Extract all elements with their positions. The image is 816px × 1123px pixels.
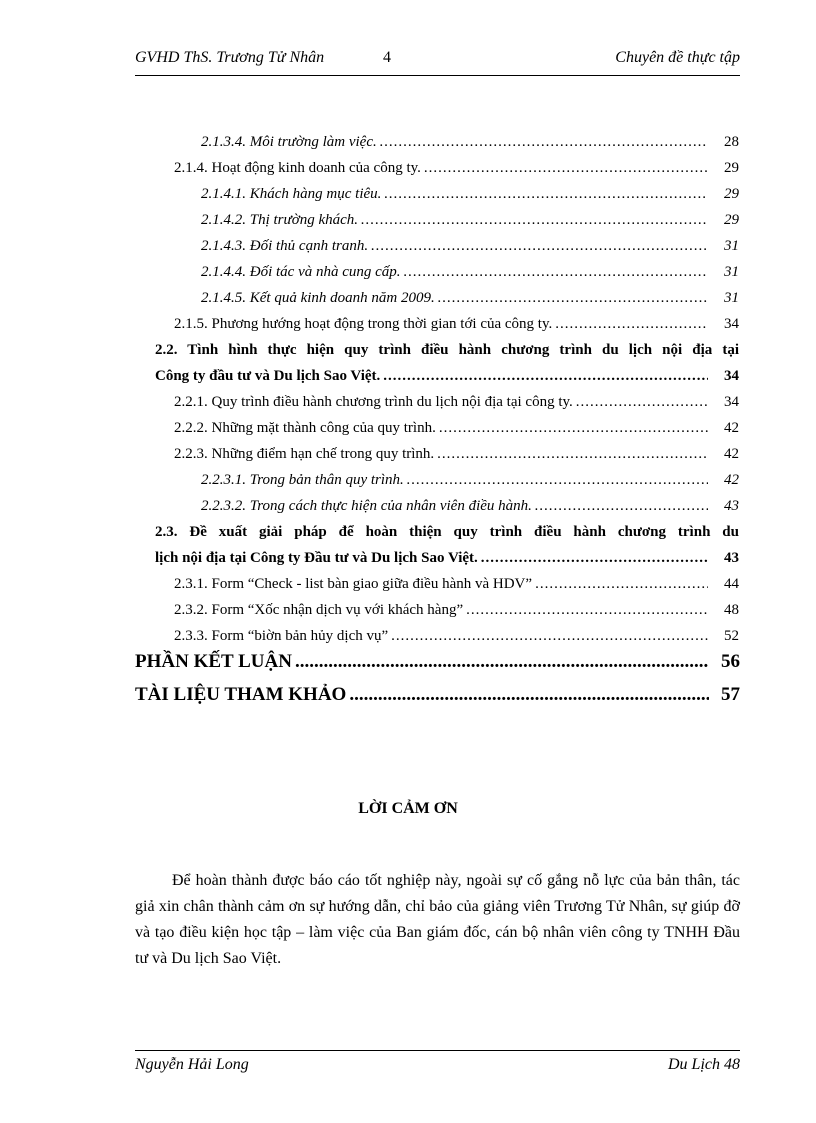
toc-entry-page: 29 [724,160,739,176]
toc-entry-text: lịch nội địa tại Công ty Đầu tư và Du lịch Sao Việt. [155,550,478,566]
toc-entry-page: 28 [724,134,739,150]
toc-entry-page: 43 [724,550,739,566]
toc-entry-text: 2.1.3.4. Môi trường làm việc. [201,134,377,150]
toc-part-entry [135,680,740,710]
toc-entry [155,363,739,389]
toc-entry-page: 29 [724,186,739,202]
toc-entry-page: 42 [724,420,739,436]
toc-entry [174,415,739,441]
toc-entry [201,259,739,285]
toc-entry-text: 2.1.4.5. Kết quả kinh doanh năm 2009. [201,290,435,306]
toc-entry-text: PHẦN KẾT LUẬN [135,651,292,672]
toc-entry-text: 2.1.4. Hoạt động kinh doanh của công ty. [174,160,421,176]
toc-entry-page: 56 [721,651,740,672]
toc-entry-page: 57 [721,684,740,705]
toc-entry-text: 2.2.3.2. Trong cách thực hiện của nhân viên điều hành. [201,498,532,514]
toc-entry [174,155,739,181]
toc-entry [174,571,739,597]
toc-section-heading-line1: 2.3. Đề xuất giải pháp để hoàn thiện quy trình điều hành chương trình du [155,524,739,540]
toc-entry [201,181,739,207]
toc-entry-text: 2.1.5. Phương hướng hoạt động trong thời gian tới của công ty. [174,316,553,332]
toc-entry-text: Công ty đầu tư và Du lịch Sao Việt. [155,368,381,384]
toc-entry-page: 31 [724,264,739,280]
toc-entry-page: 42 [724,472,739,488]
toc-part-entry [135,647,740,677]
toc-entry-page: 52 [724,628,739,644]
toc-entry [201,207,739,233]
toc-entry-page: 34 [724,316,739,332]
header-title: Chuyên đề thực tập [615,49,740,66]
toc-entry-text: 2.1.4.3. Đối thủ cạnh tranh. [201,238,369,254]
toc-entry [174,311,739,337]
header-rule [135,75,740,76]
toc-entry-text: 2.2.3. Những điểm hạn chế trong quy trình. [174,446,435,462]
toc-entry [174,597,739,623]
toc-entry-page: 34 [724,394,739,410]
toc-entry-text: 2.3.1. Form “Check - list bàn giao giữa điều hành và HDV” [174,576,533,592]
toc-entry-page: 31 [724,238,739,254]
toc-entry [174,441,739,467]
toc-entry-text: 2.2.3.1. Trong bản thân quy trình. [201,472,404,488]
toc-entry [155,545,739,571]
header-author: GVHD ThS. Trương Tử Nhân [135,49,325,66]
toc-entry [174,389,739,415]
toc-entry-page: 48 [724,602,739,618]
toc-entry [201,467,739,493]
toc-entry-text: 2.2.1. Quy trình điều hành chương trình du lịch nội địa tại công ty. [174,394,573,410]
toc-entry-page: 43 [724,498,739,514]
toc-entry-page: 31 [724,290,739,306]
header-page-number: 4 [383,49,391,66]
toc-entry-text: TÀI LIỆU THAM KHẢO [135,684,347,705]
toc-entry [201,129,739,155]
toc-entry [201,493,739,519]
toc-entry-page: 42 [724,446,739,462]
toc-entry [201,285,739,311]
toc-entry-text: 2.3.2. Form “Xốc nhận dịch vụ với khách hàng” [174,602,464,618]
footer-author: Nguyễn Hải Long [135,1056,249,1073]
footer-class: Du Lịch 48 [668,1056,740,1073]
footer-rule [135,1050,740,1051]
toc-entry-text: 2.3.3. Form “biờn bản hủy dịch vụ” [174,628,389,644]
toc-entry-page: 44 [724,576,739,592]
acknowledgement-title: LỜI CẢM ƠN [358,800,458,817]
toc-entry-text: 2.1.4.4. Đối tác và nhà cung cấp. [201,264,401,280]
toc-entry [201,233,739,259]
toc-entry [174,623,739,649]
acknowledgement-body [135,868,740,972]
toc-entry-text: 2.2.2. Những mặt thành công của quy trình. [174,420,436,436]
acknowledgement-paragraph: Để hoàn thành được báo cáo tốt nghiệp này, ngoài sự cố gắng nỗ lực của bản thân, tác giả xin chân thành cảm ơn sự hướng dẫn, chỉ bảo của giảng viên Trương Tử Nhân, sự giúp đỡ và tạo điều kiện học tập – làm việc của Ban giám đốc, cán bộ nhân viên công ty TNHH Đầu tư và Du lịch Sao Việt. [135,872,740,967]
toc-entry-text: 2.1.4.1. Khách hàng mục tiêu. [201,186,382,202]
toc-entry-page: 29 [724,212,739,228]
toc-entry-text: 2.1.4.2. Thị trường khách. [201,212,359,228]
toc-entry-page: 34 [724,368,739,384]
toc-section-heading-line1: 2.2. Tình hình thực hiện quy trình điều hành chương trình du lịch nội địa tại [155,342,739,358]
